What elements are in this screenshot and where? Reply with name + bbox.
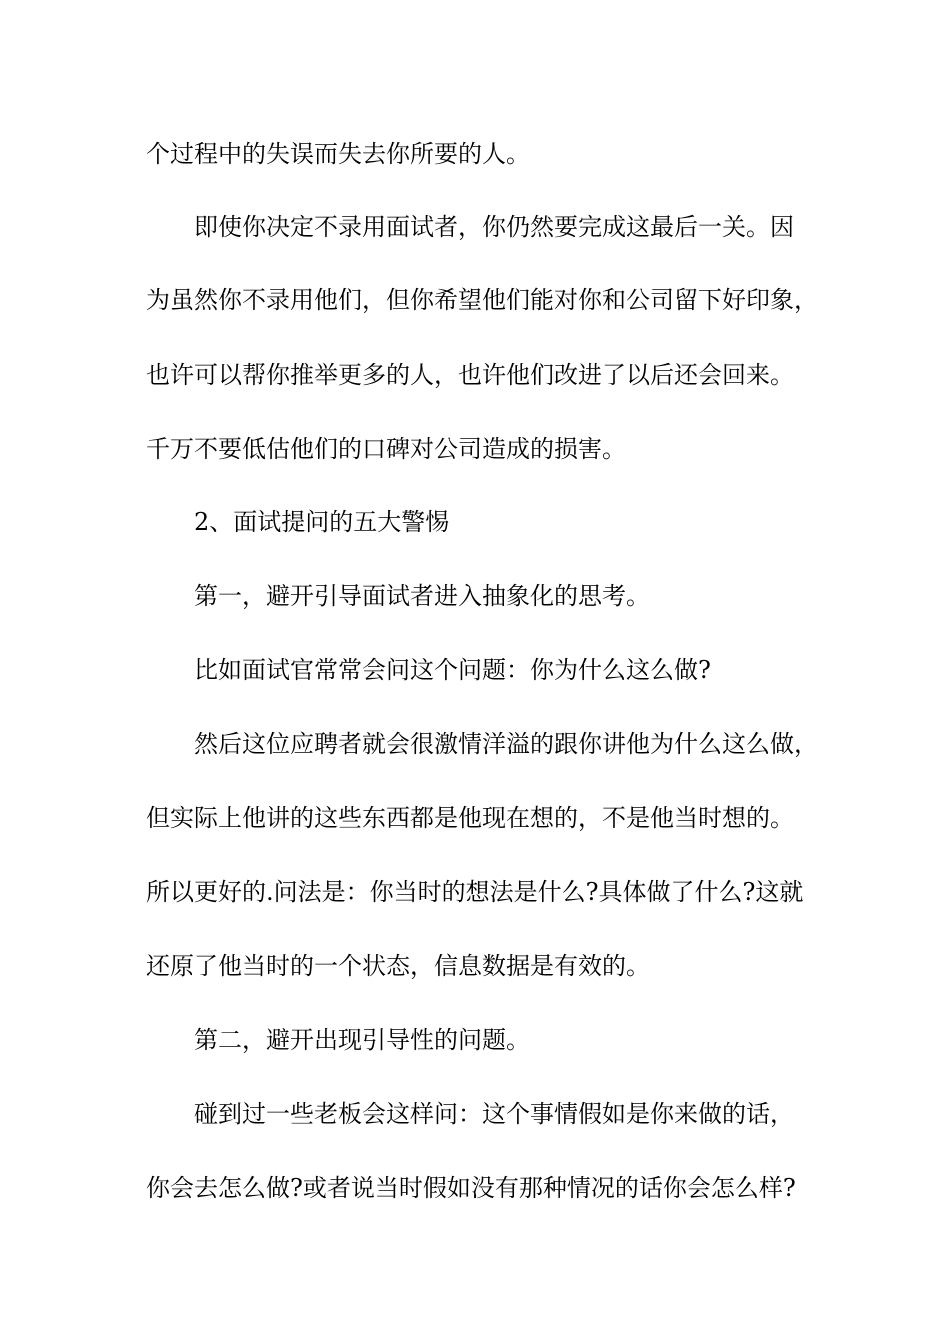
text-line: 为虽然你不录用他们，但你希望他们能对你和公司留下好印象， xyxy=(146,286,818,314)
text-line: 个过程中的失误而失去你所要的人。 xyxy=(146,140,530,168)
text-line: 碰到过一些老板会这样问：这个事情假如是你来做的话， xyxy=(194,1100,794,1128)
text-line: 你会去怎么做?或者说当时假如没有那种情况的话你会怎么样? xyxy=(146,1174,796,1202)
text-line: 即使你决定不录用面试者，你仍然要完成这最后一关。因 xyxy=(194,213,794,241)
text-line: 也许可以帮你推举更多的人，也许他们改进了以后还会回来。 xyxy=(146,361,794,389)
text-line: 第一，避开引导面试者进入抽象化的思考。 xyxy=(194,582,650,610)
text-line: 比如面试官常常会问这个问题：你为什么这么做? xyxy=(194,656,711,684)
section-heading: 2、面试提问的五大警惕 xyxy=(194,508,450,536)
text-line: 千万不要低估他们的口碑对公司造成的损害。 xyxy=(146,435,626,463)
text-line: 然后这位应聘者就会很激情洋溢的跟你讲他为什么这么做， xyxy=(194,730,818,758)
text-line: 第二，避开出现引导性的问题。 xyxy=(194,1026,530,1054)
text-line: 还原了他当时的一个状态，信息数据是有效的。 xyxy=(146,952,650,980)
text-line: 但实际上他讲的这些东西都是他现在想的，不是他当时想的。 xyxy=(146,804,794,832)
text-line: 所以更好的.问法是：你当时的想法是什么?具体做了什么?这就 xyxy=(146,878,804,906)
